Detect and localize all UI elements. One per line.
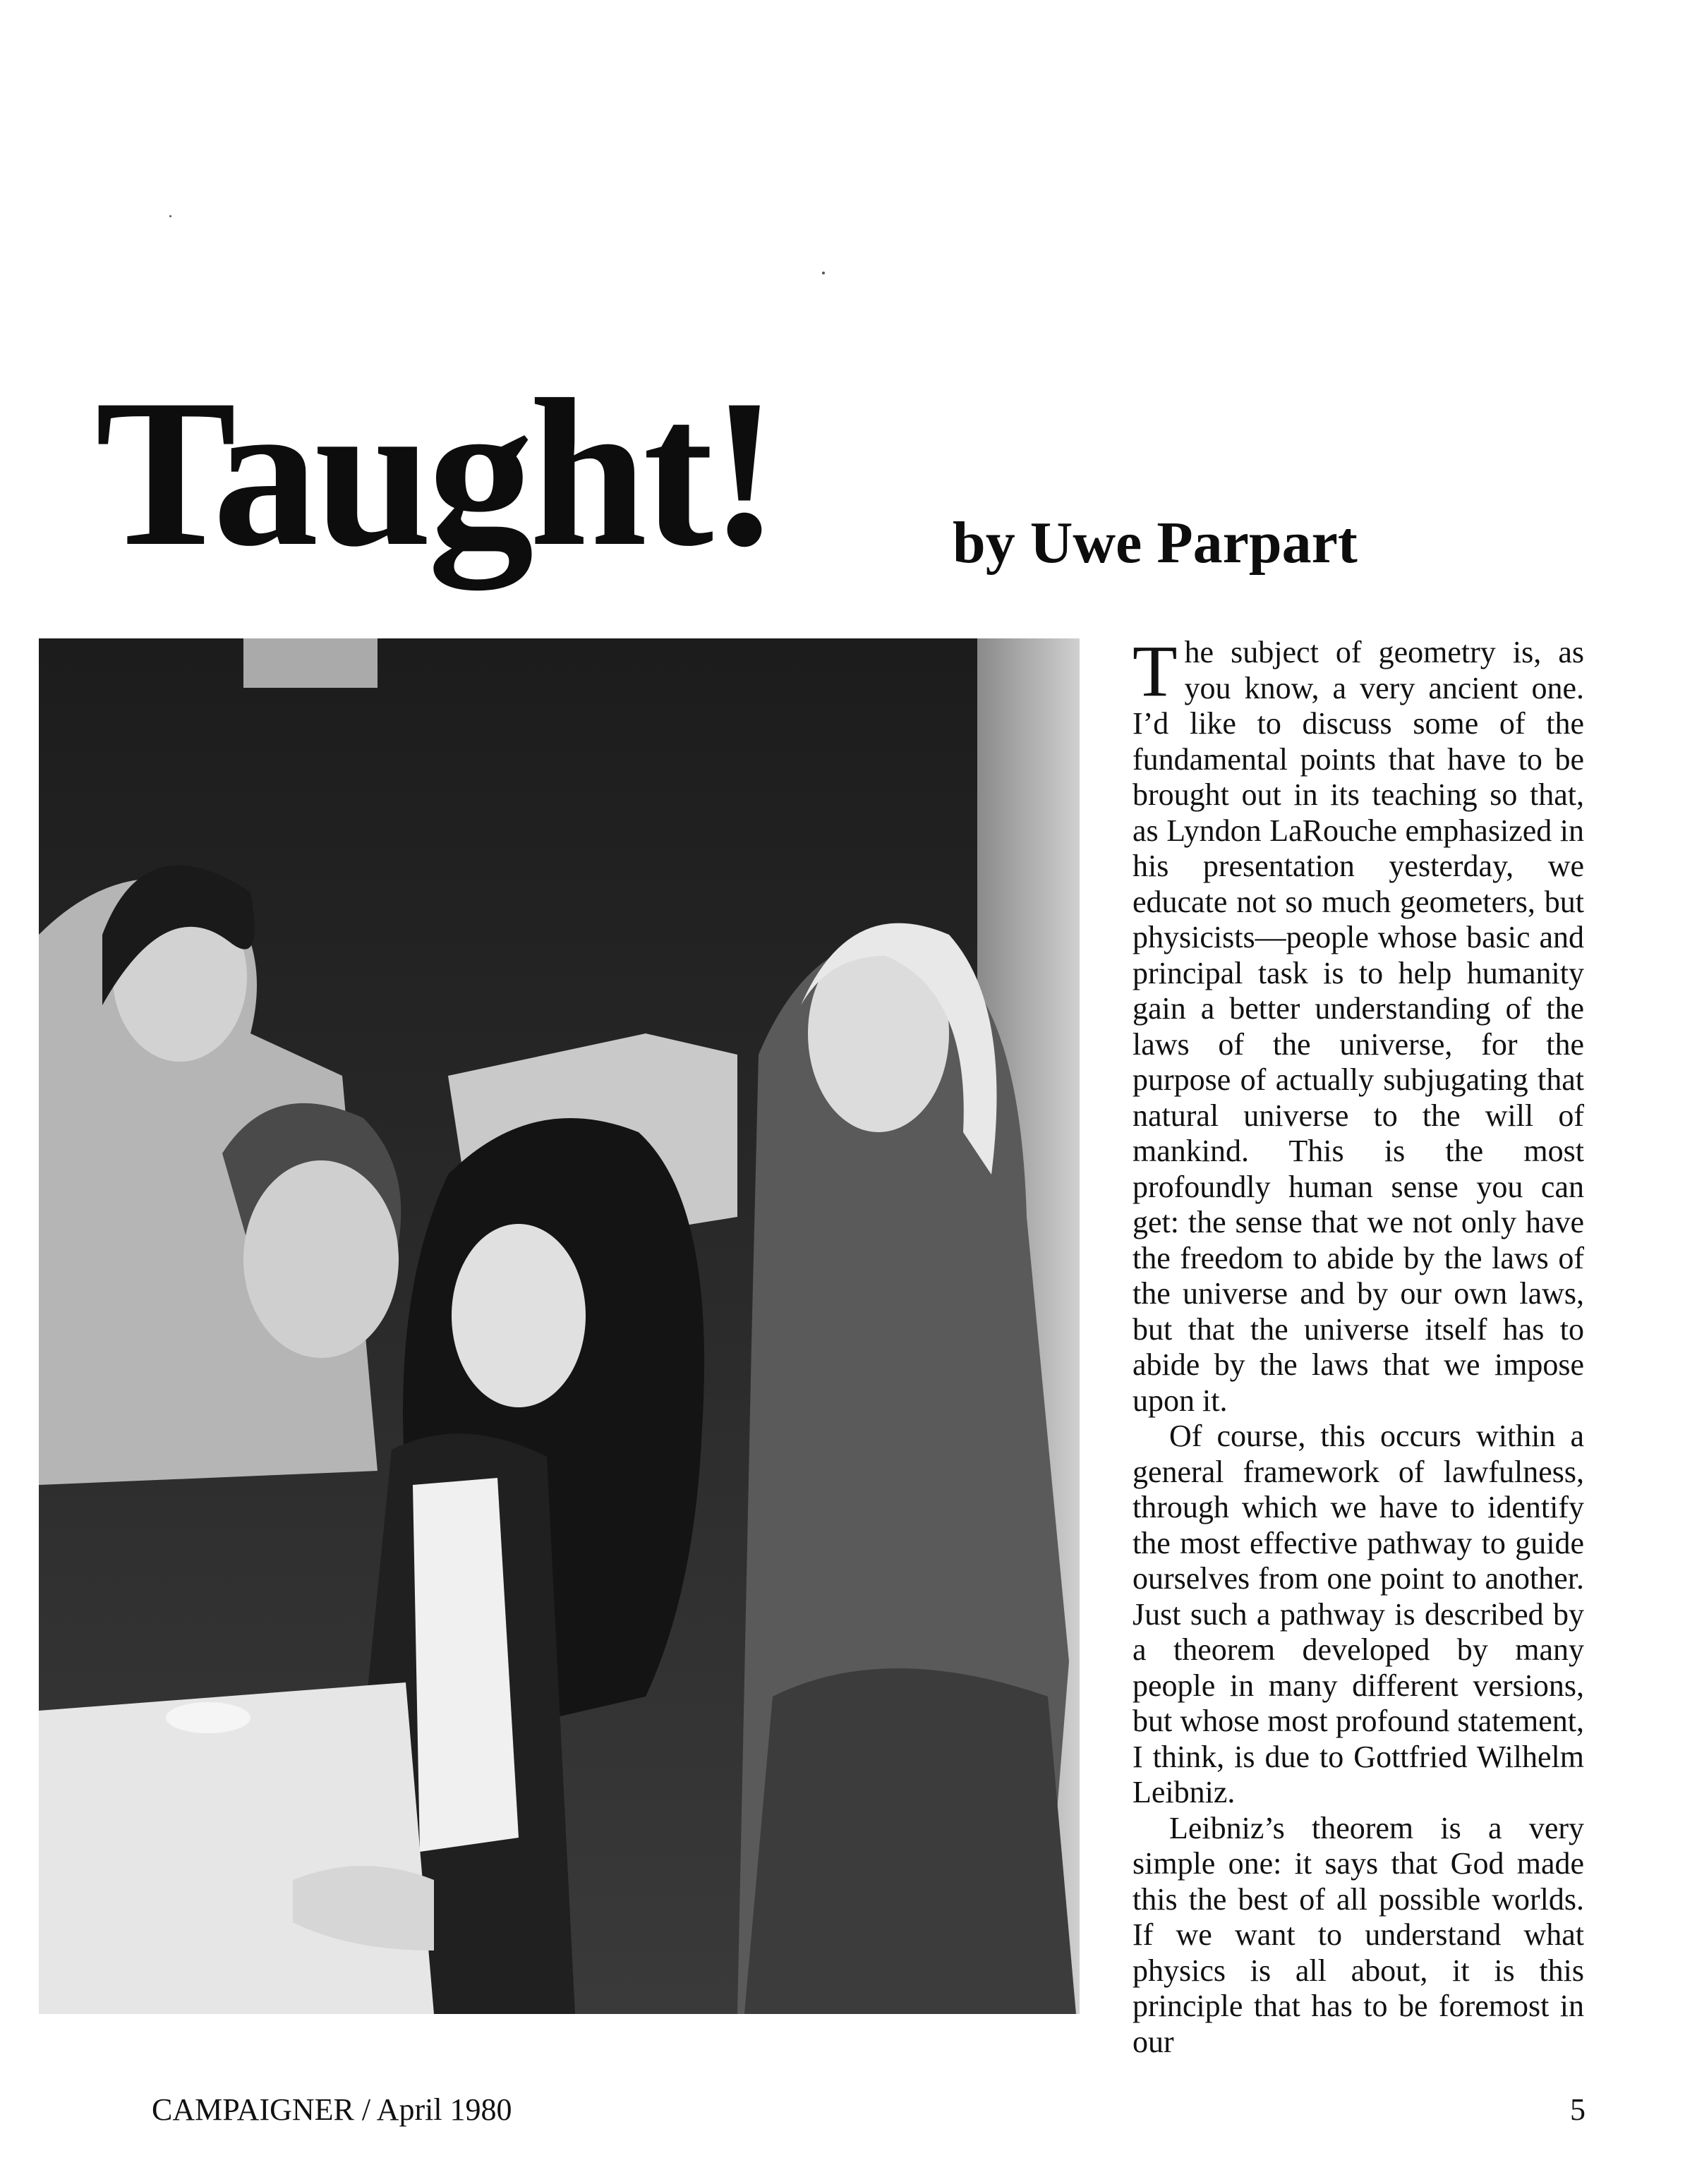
article-paragraph: Of course, this occurs within a general framework of lawfulness, through which we have to identify the most effective pathway to guide ourselves from one point to another. Just such a pathway is described by a theorem developed by many people in many different versions, but whose most profound statement, I think, is due to Gottfried Wilhelm Leibniz. bbox=[1133, 1419, 1584, 1809]
drop-cap: T bbox=[1133, 631, 1178, 712]
publication-footer: CAMPAIGNER / April 1980 bbox=[152, 2092, 512, 2127]
scan-speck bbox=[169, 215, 171, 217]
article-title: Taught! bbox=[95, 356, 776, 590]
page-number: 5 bbox=[1570, 2092, 1586, 2127]
article-byline: by Uwe Parpart bbox=[953, 510, 1358, 576]
paragraph-text: he subject of geometry is, as you know, a very ancient one. I’d like to discuss some of the fundamental points that have to be brought out in its teaching so that, as Lyndon LaRouche emphasized in his presentation yesterday, we educate not so much geometers, but physicists—people whose basic and principal task is to help humanity gain a better understanding of the laws of the universe, for the purpose of actually subjugating that natural universe to the will of mankind. This is the most profoundly human sense you can get: the sense that we not only have the freedom to abide by the laws of the universe and by our own laws, but that the universe itself has to abide by the laws that we impose upon it. bbox=[1133, 635, 1584, 1418]
classroom-photo bbox=[39, 638, 1080, 2014]
article-body bbox=[1133, 631, 1584, 2060]
article-paragraph bbox=[1133, 631, 1584, 1419]
article-paragraph: Leibniz’s theorem is a very simple one: it says that God made this the best of all possible worlds. If we want to understand what physics is all about, it is this principle that has to be foremost in our bbox=[1133, 1810, 1584, 2059]
scan-speck bbox=[822, 272, 825, 274]
photo-illustration bbox=[39, 638, 1080, 2014]
